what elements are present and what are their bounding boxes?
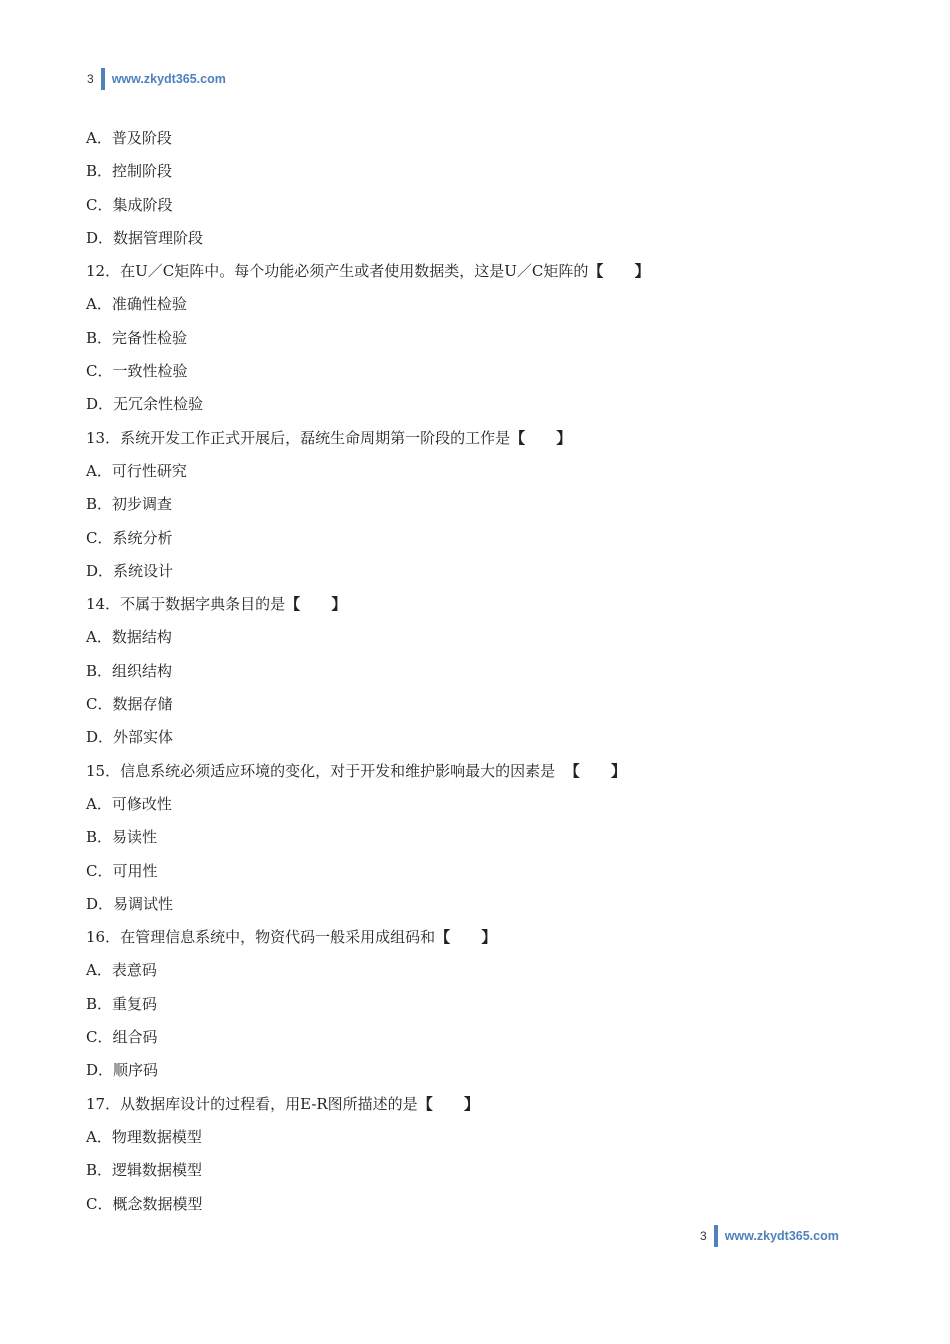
option-text: D．无冗余性检验	[86, 395, 204, 414]
footer-page-number: 3	[700, 1229, 707, 1243]
answer-option	[86, 1054, 846, 1087]
question-text: 17．从数据库设计的过程看，用E-R图所描述的是	[86, 1094, 418, 1113]
answer-bracket: 【 】	[588, 262, 650, 281]
answer-option	[86, 1154, 846, 1187]
option-text: D．顺序码	[86, 1061, 159, 1080]
answer-option	[86, 189, 846, 222]
option-text: D．易调试性	[86, 894, 174, 913]
question-text: 14．不属于数据字典条目的是	[86, 595, 286, 614]
answer-bracket: 【 】	[564, 761, 626, 780]
question-stem	[86, 921, 846, 954]
question-stem	[86, 422, 846, 455]
answer-option	[86, 222, 846, 255]
option-text: B．重复码	[86, 994, 158, 1013]
answer-option	[86, 788, 846, 821]
question-stem	[86, 755, 846, 788]
answer-option	[86, 721, 846, 754]
question-text: 15．信息系统必须适应环境的变化，对于开发和维护影响最大的因素是	[86, 761, 565, 780]
option-text: A．数据结构	[86, 628, 172, 647]
option-text: C．可用性	[86, 861, 158, 880]
answer-option	[86, 821, 846, 854]
header-divider	[101, 68, 105, 90]
question-list	[86, 122, 846, 1221]
answer-bracket: 【 】	[417, 1094, 480, 1113]
option-text: C．一致性检验	[86, 362, 188, 381]
option-text: C．集成阶段	[86, 195, 173, 214]
answer-option	[86, 855, 846, 888]
question-stem	[86, 1088, 846, 1121]
footer-site-link[interactable]: www.zkydt365.com	[724, 1229, 839, 1243]
option-text: B．完备性检验	[86, 328, 188, 347]
option-text: A．物理数据模型	[86, 1127, 202, 1146]
option-text: B．组织结构	[86, 661, 173, 680]
answer-option	[86, 1121, 846, 1154]
question-stem	[86, 588, 846, 621]
answer-option	[86, 388, 846, 421]
option-text: D．系统设计	[86, 561, 174, 580]
option-text: C．概念数据模型	[86, 1194, 203, 1213]
answer-bracket: 【 】	[510, 428, 572, 447]
option-text: A．可修改性	[86, 794, 172, 813]
answer-option	[86, 488, 846, 521]
option-text: D．数据管理阶段	[86, 228, 204, 247]
option-text: A．可行性研究	[86, 461, 187, 480]
answer-option	[86, 322, 846, 355]
question-text: 16．在管理信息系统中，物资代码一般采用成组码和	[86, 928, 436, 947]
answer-option	[86, 988, 846, 1021]
option-text: D．外部实体	[86, 728, 174, 747]
answer-option	[86, 655, 846, 688]
page-header	[87, 68, 226, 90]
question-text: 13．系统开发工作正式开展后，磊统生命周期第一阶段的工作是	[86, 428, 511, 447]
answer-option	[86, 954, 846, 987]
option-text: B．易读性	[86, 828, 158, 847]
question-text: 12．在U／C矩阵中。每个功能必须产生或者使用数据类，这是U／C矩阵的	[86, 262, 589, 281]
answer-option	[86, 288, 846, 321]
answer-option	[86, 522, 846, 555]
option-text: C．组合码	[86, 1028, 158, 1047]
question-stem	[86, 255, 846, 288]
answer-option	[86, 355, 846, 388]
answer-option	[86, 122, 846, 155]
answer-option	[86, 555, 846, 588]
answer-option	[86, 455, 846, 488]
answer-bracket: 【 】	[285, 595, 347, 614]
answer-option	[86, 1021, 846, 1054]
answer-option	[86, 621, 846, 654]
option-text: B．初步调查	[86, 495, 173, 514]
answer-option	[86, 888, 846, 921]
answer-option	[86, 688, 846, 721]
answer-option	[86, 1188, 846, 1221]
header-page-number: 3	[87, 72, 94, 86]
option-text: A．表意码	[86, 961, 157, 980]
footer-divider	[714, 1225, 718, 1247]
option-text: C．数据存储	[86, 695, 173, 714]
option-text: C．系统分析	[86, 528, 173, 547]
page-footer	[700, 1225, 839, 1247]
header-site-link[interactable]: www.zkydt365.com	[111, 72, 226, 86]
option-text: A．准确性检验	[86, 295, 187, 314]
answer-option	[86, 155, 846, 188]
option-text: B．控制阶段	[86, 162, 173, 181]
answer-bracket: 【 】	[435, 928, 497, 947]
option-text: A．普及阶段	[86, 129, 172, 147]
option-text: B．逻辑数据模型	[86, 1161, 203, 1180]
